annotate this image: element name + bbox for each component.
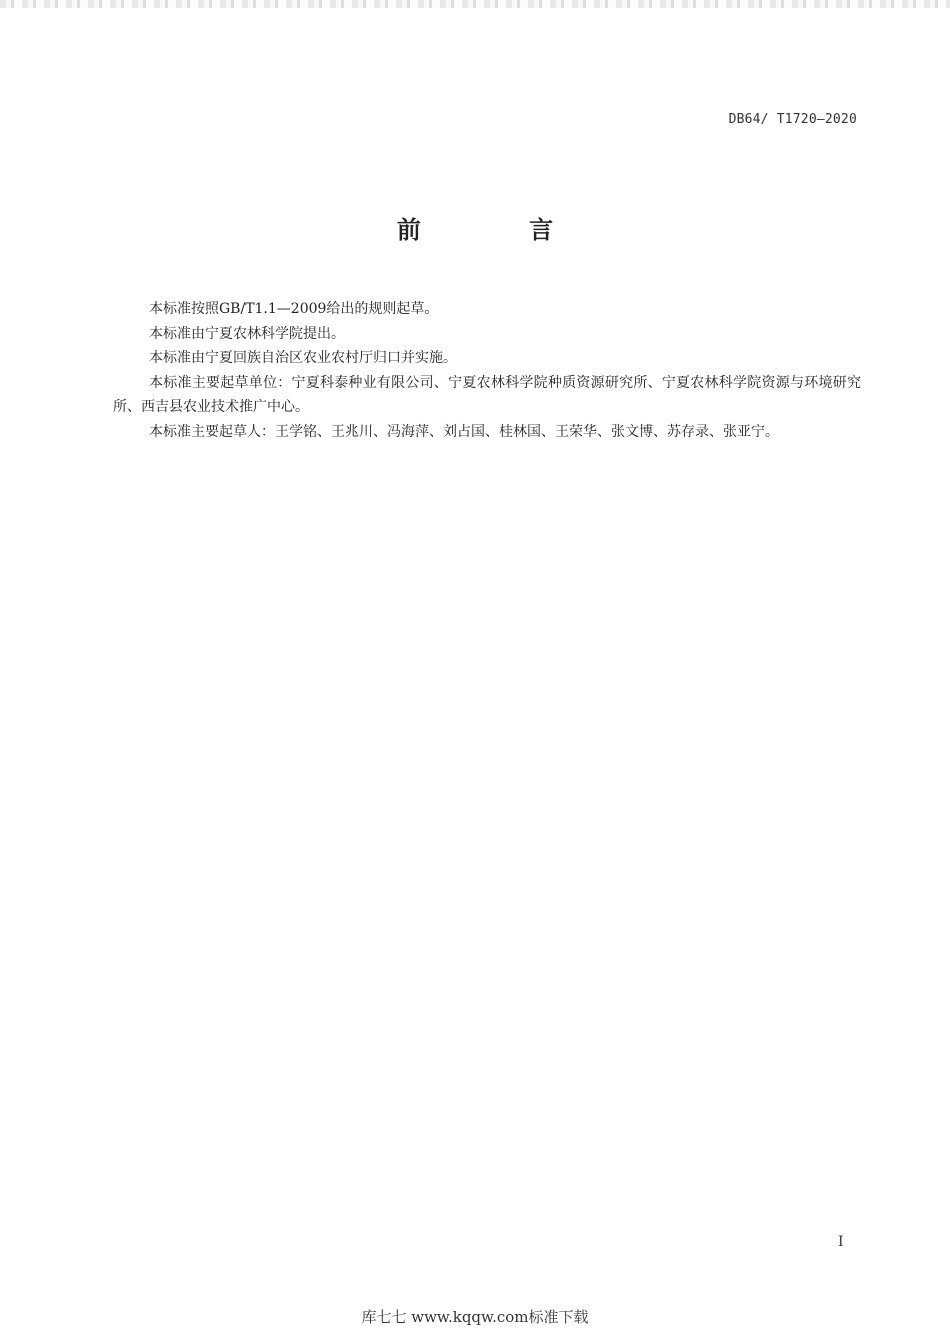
foreword-body <box>113 297 861 444</box>
scan-edge-artifact <box>0 0 950 8</box>
paragraph-drafting-rules: 本标准按照GB/T1.1—2009给出的规则起草。 <box>149 301 439 317</box>
page-number: I <box>838 1234 844 1250</box>
paragraph-drafters: 本标准主要起草人：王学铭、王兆川、冯海萍、刘占国、桂林国、王荣华、张文博、苏存录、张亚宁。 <box>149 423 779 440</box>
document-code: DB64/ T1720—2020 <box>728 112 857 127</box>
paragraph-proposer: 本标准由宁夏农林科学院提出。 <box>149 325 345 342</box>
paragraph-administration: 本标准由宁夏回族自治区农业农村厅归口并实施。 <box>149 350 457 366</box>
footer-watermark: 库七七 www.kqqw.com标准下载 <box>361 1308 589 1326</box>
page-title: 前 言 <box>396 216 604 244</box>
paragraph-drafting-units: 本标准主要起草单位：宁夏科泰种业有限公司、宁夏农林科学院种质资源研究所、宁夏农林科学院资源与环境研究所、西吉县农业技术推广中心。 <box>113 374 861 415</box>
